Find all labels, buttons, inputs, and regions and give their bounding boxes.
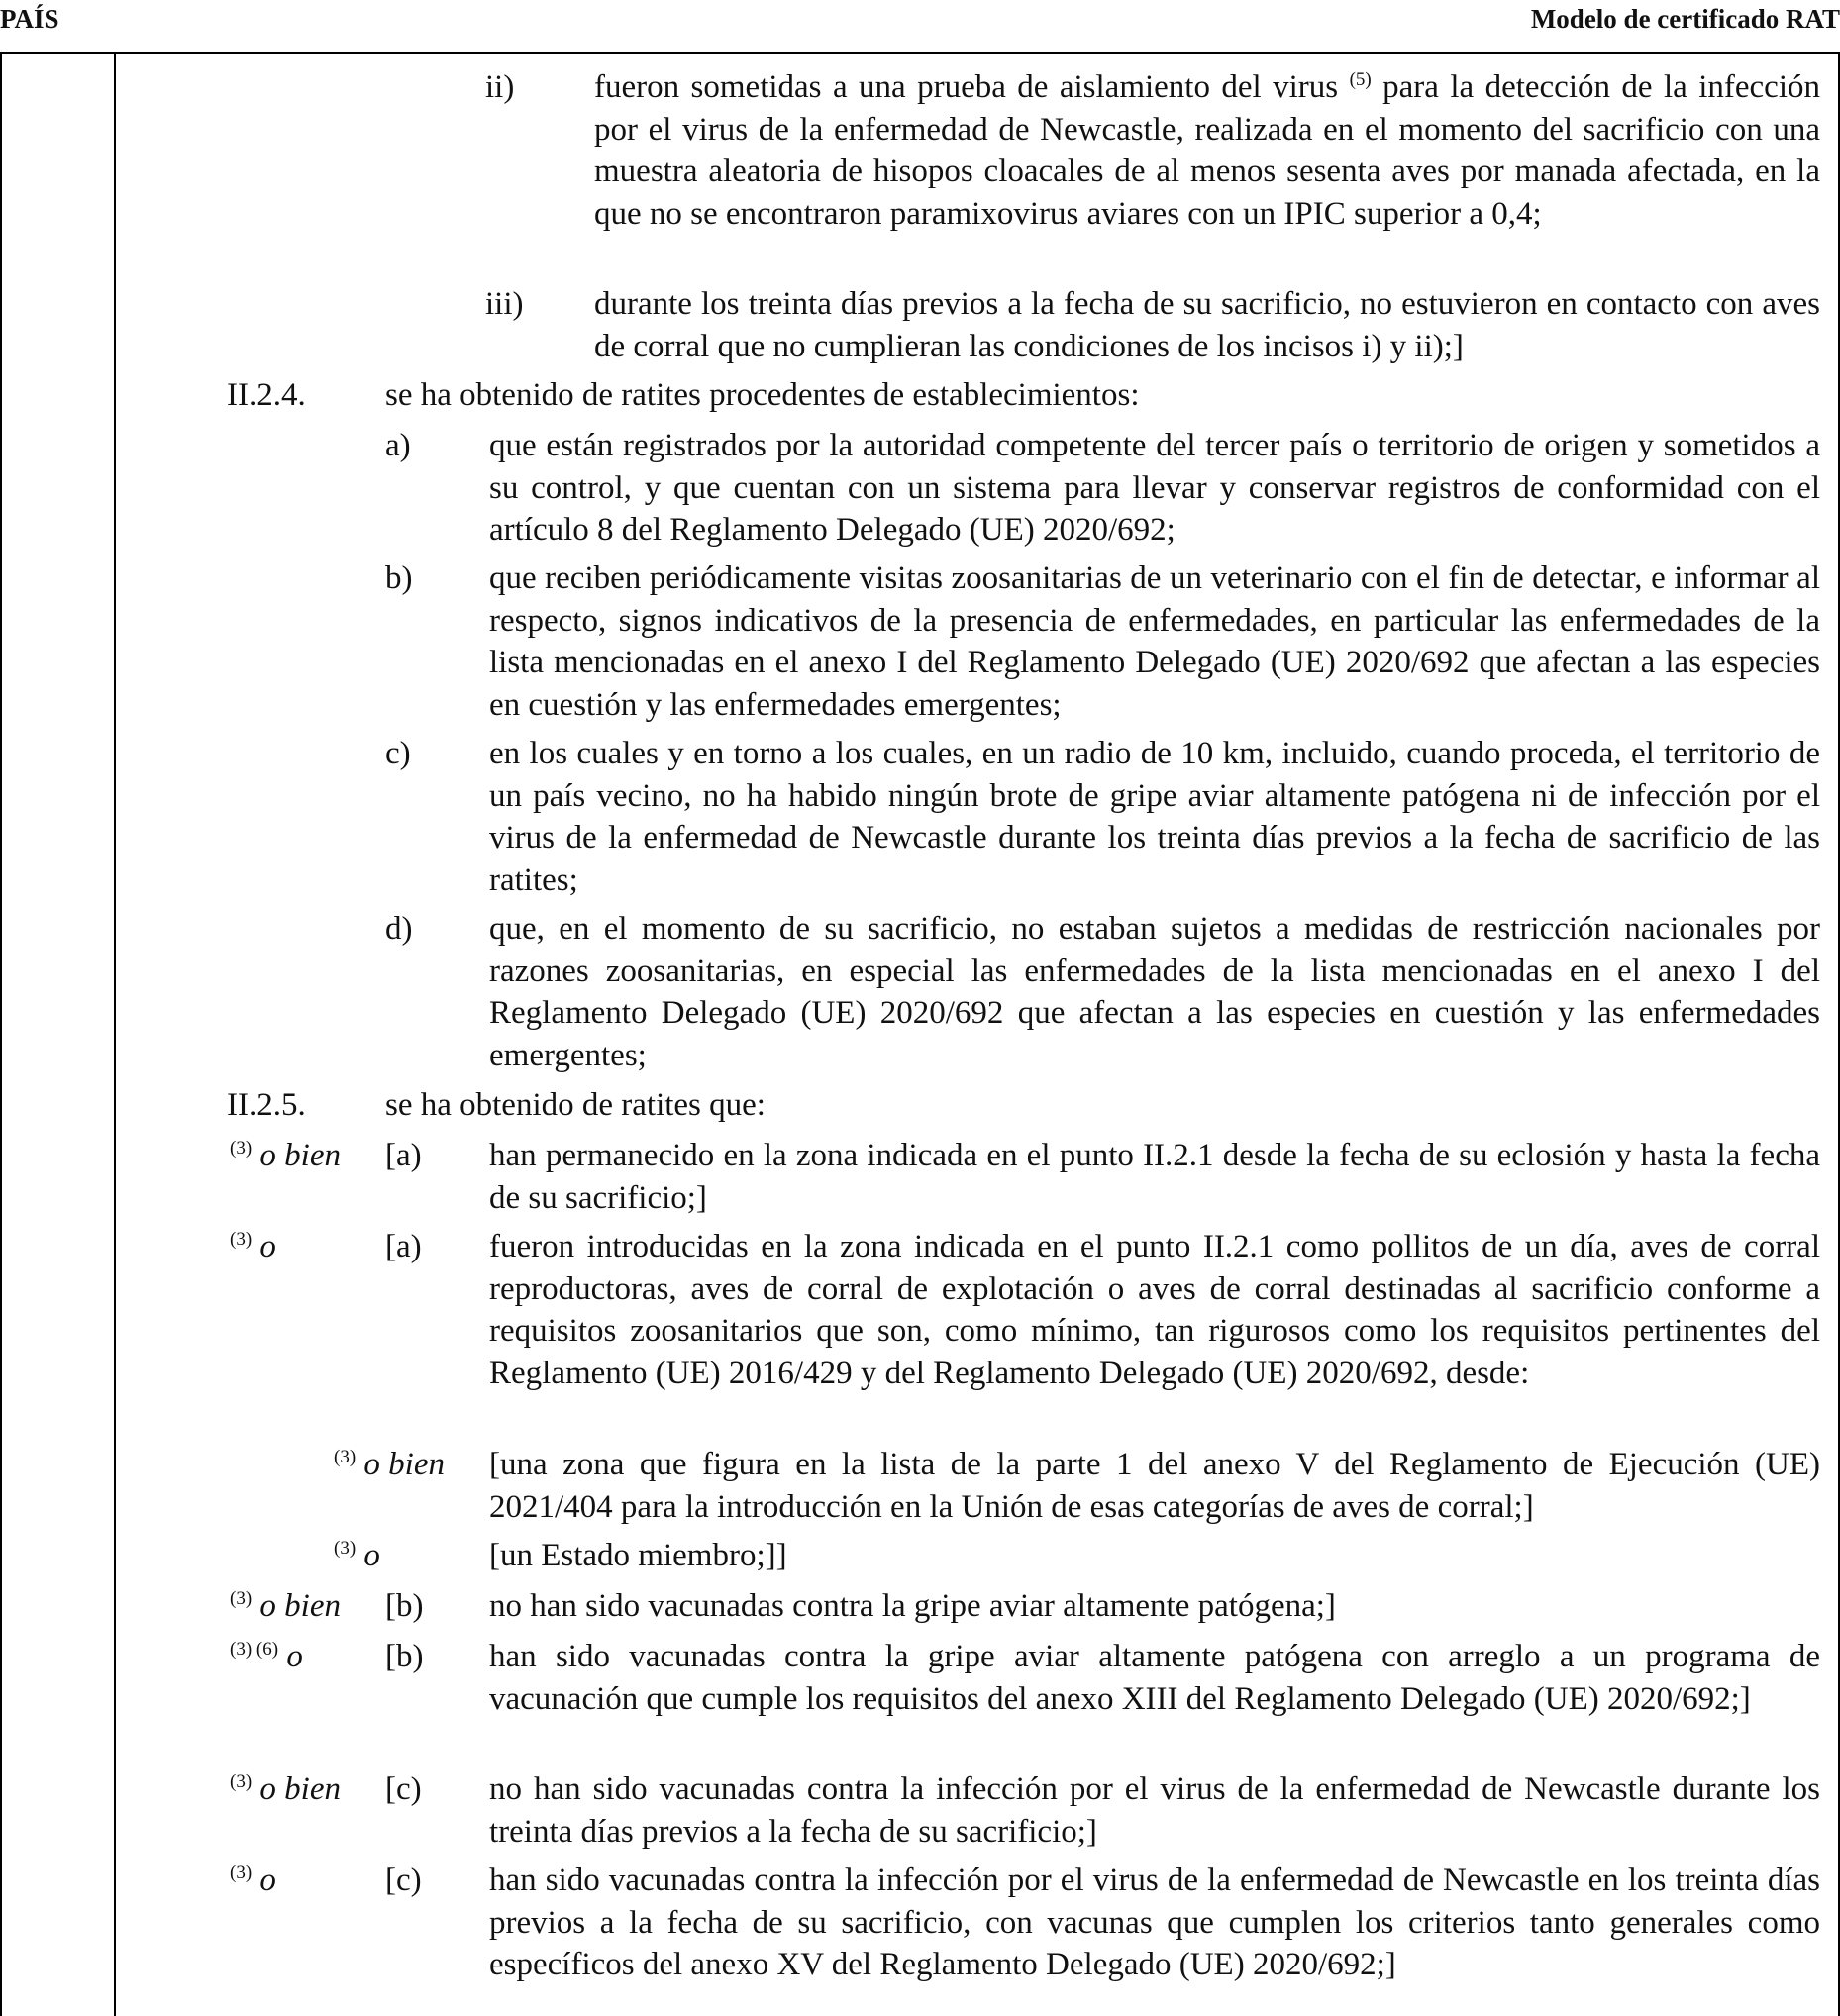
header-rule	[0, 52, 1840, 54]
item-text-a2ii: [un Estado miembro;]]	[489, 1538, 787, 1573]
item-marker-b: b)	[385, 560, 413, 596]
section-number-2-4: II.2.4.	[227, 377, 306, 413]
item-text-b2: han sido vacunadas contra la gripe aviar altamente patógena con arreglo a un programa de vacunación que cumple los requisitos del anexo XIII del Reglamento Delegado (UE) 2020/692;]	[489, 1639, 1820, 1717]
item-marker-a2: [a)	[385, 1229, 422, 1264]
item-marker-c: c)	[385, 736, 411, 771]
footnote-ref: (5)	[1349, 69, 1372, 90]
option-label-a1: $^{(3)}$ o bien	[230, 1138, 341, 1173]
item-marker-c1: [c)	[385, 1771, 422, 1807]
item-marker-a: a)	[385, 428, 411, 463]
left-border	[0, 53, 2, 2016]
item-marker-iii: iii)	[485, 286, 524, 322]
section-text-2-5: se ha obtenido de ratites que:	[385, 1087, 766, 1123]
footnote-ref: (3)	[334, 1538, 357, 1559]
section-text-2-4: se ha obtenido de ratites procedentes de establecimientos:	[385, 377, 1140, 413]
item-text-iii: durante los treinta días previos a la fecha de su sacrificio, no estuvieron en contacto con aves de corral que no cumplieran las condiciones de los incisos i) y ii);]	[594, 286, 1820, 364]
item-text-c: en los cuales y en torno a los cuales, en un radio de 10 km, incluido, cuando proceda, el territorio de un país vecino, no ha habido ningún brote de gripe aviar altamente patógena ni de infección por el virus de la enfermedad de Newcastle durante los treinta días previos a la fecha de sacrificio de las ratites;	[489, 736, 1820, 898]
footnote-ref: (3)	[334, 1447, 357, 1467]
item-marker-a1: [a)	[385, 1138, 422, 1173]
item-text-c1: no han sido vacunadas contra la infección por el virus de la enfermedad de Newcastle durante los treinta días previos a la fecha de su sacrificio;]	[489, 1771, 1820, 1850]
section-number-2-5: II.2.5.	[227, 1087, 306, 1123]
option-label-a2: $^{(3)}$ o	[230, 1229, 276, 1264]
item-marker-b2: [b)	[385, 1639, 424, 1674]
footnote-ref: (3)	[230, 1229, 253, 1250]
item-text-b: que reciben periódicamente visitas zoosanitarias de un veterinario con el fin de detectar, e informar al respecto, signos indicativos de la presencia de enfermedades, en particular las enfermedades de la lista mencionadas en el anexo I del Reglamento Delegado (UE) 2020/692 que afectan a las especies en cuestión y las enfermedades emergentes;	[489, 560, 1820, 723]
header-model: Modelo de certificado RAT	[1530, 4, 1840, 34]
footnote-ref: (3)	[230, 1588, 253, 1609]
footnote-ref: (3)	[230, 1771, 253, 1792]
item-text-a: que están registrados por la autoridad competente del tercer país o territorio de origen y sometidos a su control, y que cuentan con un sistema para llevar y conservar registros de conformidad con el artículo 8 del Reglamento Delegado (UE) 2020/692;	[489, 428, 1820, 548]
option-label-a2i: $^{(3)}$ o bien	[334, 1447, 445, 1482]
header-country: PAÍS	[0, 4, 59, 34]
column-divider	[114, 53, 116, 2016]
item-marker-d: d)	[385, 911, 413, 947]
item-text-b1: no han sido vacunadas contra la gripe aviar altamente patógena;]	[489, 1588, 1336, 1624]
item-marker-c2: [c)	[385, 1863, 422, 1898]
item-text-d: que, en el momento de su sacrificio, no estaban sujetos a medidas de restricción nacionales por razones zoosanitarias, en especial las enfermedades de la lista mencionadas en el anexo I del Reglamento Delegado (UE) 2020/692 que afectan a las especies en cuestión y las enfermedades emergentes;	[489, 911, 1820, 1073]
item-marker-b1: [b)	[385, 1588, 424, 1624]
option-label-a2ii: $^{(3)}$ o	[334, 1538, 380, 1573]
footnote-ref: (3)	[230, 1138, 253, 1159]
footnote-ref: (3) (6)	[230, 1639, 279, 1660]
footnote-ref: (3)	[230, 1863, 253, 1883]
option-label-c1: $^{(3)}$ o bien	[230, 1771, 341, 1807]
option-label-b2: $^{(3) (6)}$ o	[230, 1639, 303, 1674]
item-text-c2: han sido vacunadas contra la infección por el virus de la enfermedad de Newcastle en los treinta días previos a la fecha de su sacrificio, con vacunas que cumplen los criterios tanto generales como específicos del anexo XV del Reglamento Delegado (UE) 2020/692;]	[489, 1863, 1820, 1982]
option-label-c2: $^{(3)}$ o	[230, 1863, 276, 1898]
item-text-a2: fueron introducidas en la zona indicada en el punto II.2.1 como pollitos de un día, aves de corral reproductoras, aves de corral de explotación o aves de corral destinadas al sacrificio conforme a requisitos zoosanitarios que son, como mínimo, tan rigurosos como los requisitos pertinentes del Reglamento (UE) 2016/429 y del Reglamento Delegado (UE) 2020/692, desde:	[489, 1229, 1820, 1391]
item-text-a1: han permanecido en la zona indicada en el punto II.2.1 desde la fecha de su eclosión y hasta la fecha de su sacrificio;]	[489, 1138, 1820, 1216]
item-marker-ii: ii)	[485, 69, 515, 105]
item-text-ii: fueron sometidas a una prueba de aislamiento del virus $^{(5)}$ para la detección de la infección por el virus de la enfermedad de Newcastle, realizada en el momento del sacrificio con una muestra aleatoria de hisopos cloacales de al menos sesenta aves por manada afectada, en la que no se encontraron paramixovirus aviares con un IPIC superior a 0,4;	[594, 69, 1820, 232]
item-text-a2i: [una zona que figura en la lista de la parte 1 del anexo V del Reglamento de Ejecución (UE) 2021/404 para la introducción en la Unión de esas categorías de aves de corral;]	[489, 1447, 1820, 1525]
option-label-b1: $^{(3)}$ o bien	[230, 1588, 341, 1624]
